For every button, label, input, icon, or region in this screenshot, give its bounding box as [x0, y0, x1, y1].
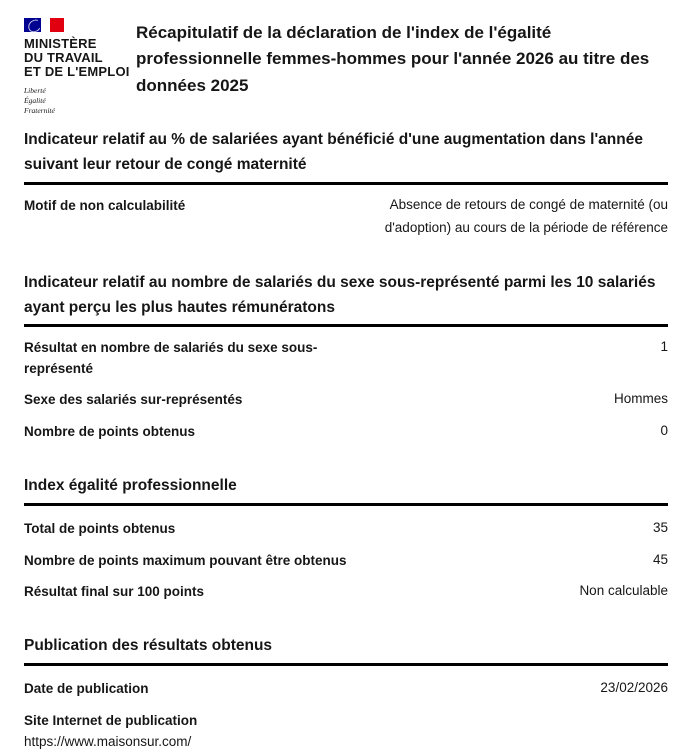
- row-value: 1: [660, 339, 668, 355]
- french-flag-icon: [24, 18, 68, 32]
- section-publication: [24, 634, 668, 752]
- flag-white-stripe: [41, 18, 50, 32]
- row-label: Sexe des salariés sur-représentés: [24, 391, 243, 407]
- document-page: [24, 0, 668, 753]
- row-value: Absence de retours de congé de maternité (ou d'adoption) au cours de la période de référence: [384, 196, 668, 235]
- marianne-icon: [26, 18, 42, 33]
- row-label: Résultat final sur 100 points: [24, 584, 205, 600]
- section-heading: Indicateur relatif au % de salariées ayant bénéficié d'une augmentation dans l'année suivant leur retour de congé maternité: [24, 128, 668, 185]
- row-value: Non calculable: [579, 583, 668, 599]
- row-value: 45: [652, 551, 668, 567]
- data-row: [24, 196, 668, 240]
- row-value: 0: [660, 422, 668, 438]
- row-label: Nombre de points maximum pouvant être obtenus: [24, 552, 347, 568]
- section-high-earners-indicator: [24, 271, 668, 443]
- motto-line: Fraternité: [24, 105, 55, 115]
- ministry-logo: [24, 18, 136, 115]
- data-row: [24, 551, 668, 572]
- section-heading: Indicateur relatif au nombre de salariés du sexe sous-représenté parmi les 10 salariés ayant perçu les plus hautes rémunératons: [24, 271, 668, 328]
- flag-blue-stripe: [24, 18, 41, 32]
- publication-url-link[interactable]: https://www.maisonsur.com/: [24, 734, 192, 750]
- row-label: Motif de non calculabilité: [24, 197, 186, 213]
- ministry-name-line: MINISTÈRE: [24, 36, 97, 51]
- row-label: Total de points obtenus: [24, 520, 176, 536]
- section-heading: Publication des résultats obtenus: [24, 634, 668, 666]
- motto-line: Égalité: [24, 95, 46, 105]
- ministry-name: [24, 37, 136, 79]
- section-heading: Index égalité professionnelle: [24, 474, 668, 506]
- row-label: Site Internet de publication: [24, 713, 198, 729]
- data-row: [24, 711, 668, 753]
- ministry-name-line: DU TRAVAIL: [24, 50, 103, 66]
- data-row: [24, 390, 668, 411]
- document-header: [24, 18, 668, 115]
- row-value: 35: [652, 519, 668, 535]
- row-label: Résultat en nombre de salariés du sexe sous-représenté: [24, 340, 318, 376]
- row-value: 23/02/2026: [600, 680, 668, 696]
- motto-line: Liberté: [24, 86, 46, 96]
- row-value: Hommes: [613, 390, 668, 406]
- section-equality-index: [24, 474, 668, 604]
- row-label: Date de publication: [24, 681, 149, 697]
- data-row: [24, 679, 668, 700]
- data-row: [24, 582, 668, 603]
- page-title: Récapitulatif de la déclaration de l'index de l'égalité professionnelle femmes-hommes pour l'année 2026 au titre des données 2025: [136, 23, 650, 95]
- row-label: Nombre de points obtenus: [24, 423, 196, 439]
- section-maternity-indicator: [24, 128, 668, 239]
- data-row: [24, 338, 668, 379]
- flag-red-stripe: [50, 18, 64, 32]
- data-row: [24, 519, 668, 540]
- ministry-name-line: ET DE L'EMPLOI: [24, 64, 130, 80]
- republic-motto: [24, 86, 136, 115]
- data-row: [24, 422, 668, 443]
